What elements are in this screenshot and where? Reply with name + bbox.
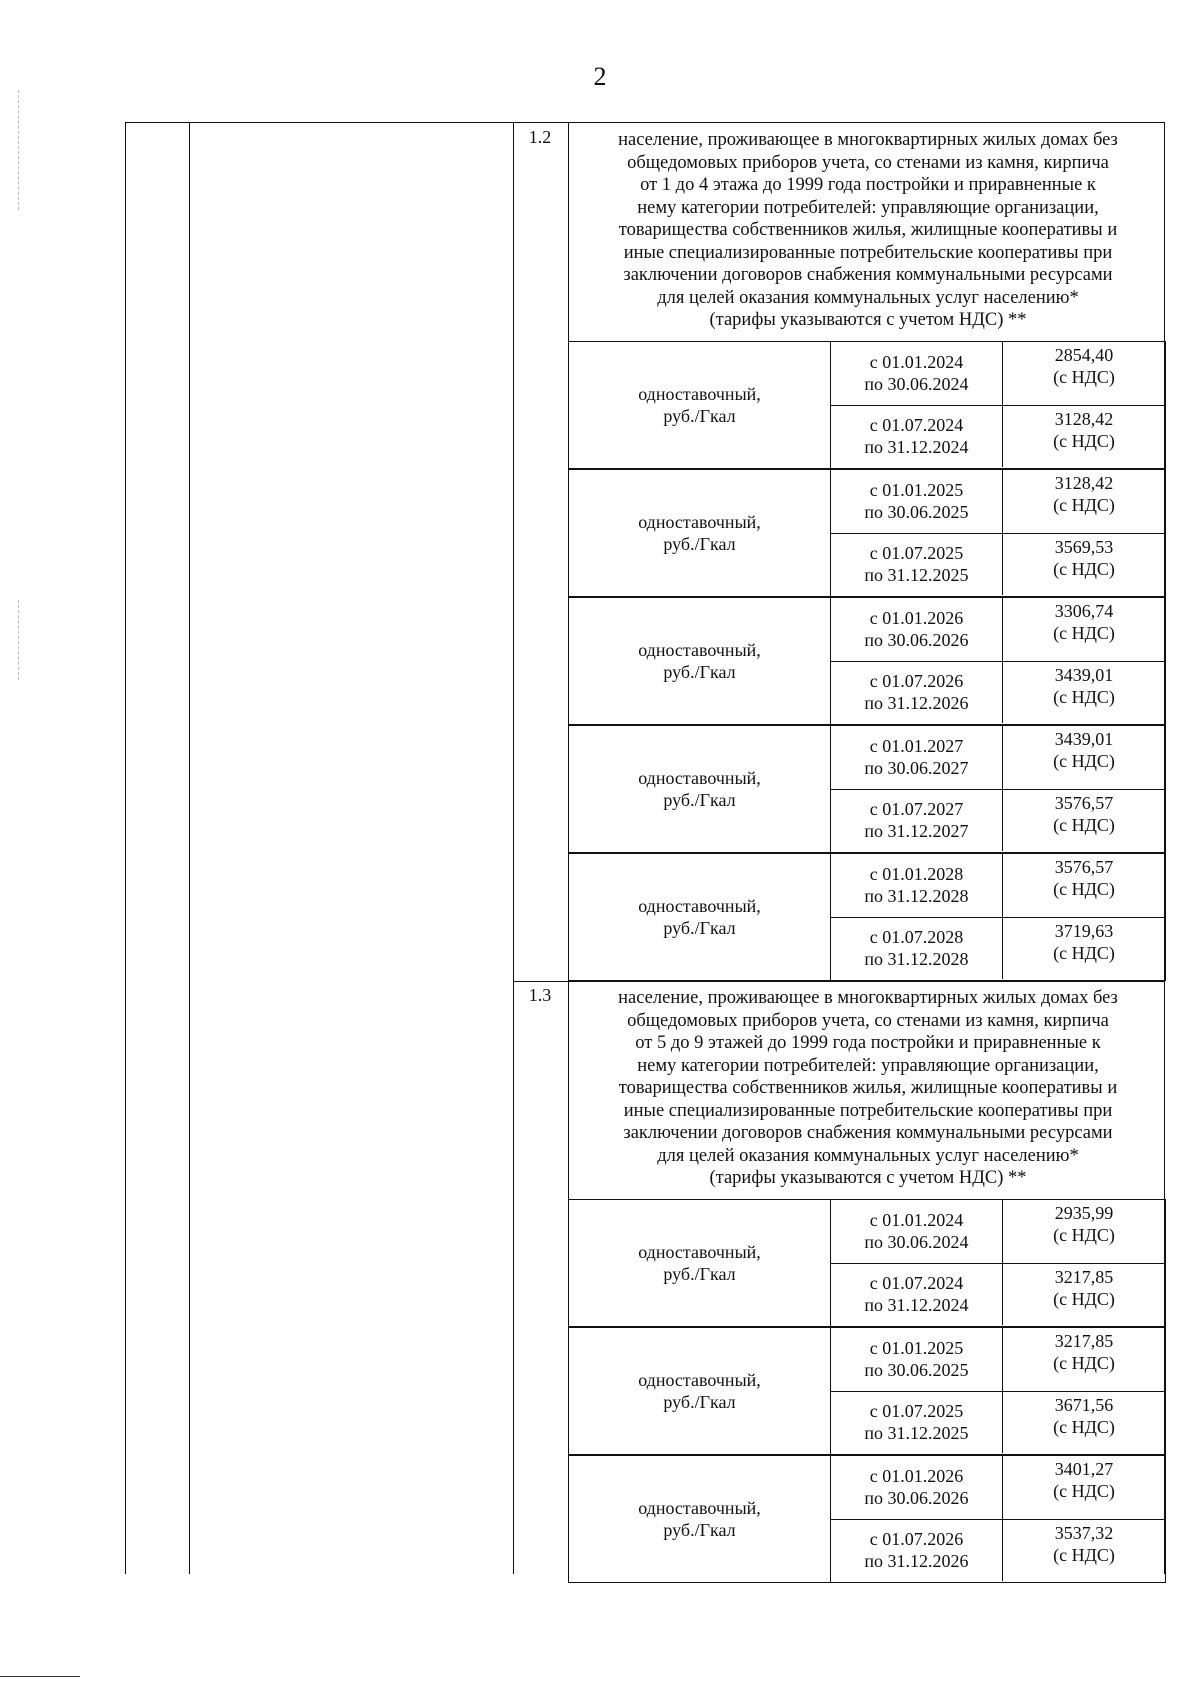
description-line: население, проживающее в многоквартирных жилых домах без xyxy=(618,988,1118,1008)
section-divider xyxy=(513,981,1164,982)
description-line: товарищества собственников жилья, жилищные кооперативы и xyxy=(618,1078,1118,1098)
tariff-period: с 01.07.2024 по 31.12.2024 xyxy=(831,1263,1003,1326)
description-line: общедомовых приборов учета, со стенами из камня, кирпича xyxy=(627,152,1109,173)
description-line: товарищества собственников жилья, жилищные кооперативы и xyxy=(618,220,1118,240)
tariff-group xyxy=(568,1327,1166,1455)
tariff-price: 3671,56 (с НДС) xyxy=(1003,1391,1165,1454)
description-line: для целей оказания коммунальных услуг населению* xyxy=(657,1145,1079,1166)
footer-rule xyxy=(0,1676,80,1677)
tariff-price: 2854,40 (с НДС) xyxy=(1053,345,1115,387)
description-line: нему категории потребителей: управляющие организации, xyxy=(637,197,1099,218)
tariff-period: с 01.07.2027 по 31.12.2027 xyxy=(831,789,1003,852)
scan-margin-mark xyxy=(18,90,20,210)
section-description xyxy=(572,987,1164,1190)
tariff-period: с 01.01.2024 по 30.06.2024 xyxy=(831,342,1003,405)
tariff-price: 3128,42 (с НДС) xyxy=(1053,473,1115,515)
description-line: (тарифы указываются с учетом НДС) ** xyxy=(709,1168,1027,1188)
tariff-period: с 01.01.2025 по 30.06.2025 xyxy=(831,1328,1003,1391)
tariff-price: 3576,57 (с НДС) xyxy=(1053,857,1115,899)
tariff-period: с 01.07.2025 по 31.12.2025 xyxy=(831,533,1003,596)
description-line: для целей оказания коммунальных услуг населению* xyxy=(657,287,1079,308)
tariff-price: 3719,63 (с НДС) xyxy=(1003,917,1165,980)
tariff-group xyxy=(568,341,1166,469)
tariff-price: 3401,27 (с НДС) xyxy=(1053,1459,1115,1501)
description-line: иные специализированные потребительские кооперативы при xyxy=(623,1100,1113,1121)
description-line: от 5 до 9 этажей до 1999 года постройки и приравненные к xyxy=(635,1033,1101,1053)
tariff-type-label: одноставочный, руб./Гкал xyxy=(569,1200,831,1326)
table-column-divider xyxy=(513,123,514,1574)
description-line: иные специализированные потребительские кооперативы при xyxy=(623,242,1113,263)
tariff-group xyxy=(568,853,1166,981)
tariff-group xyxy=(568,469,1166,597)
tariff-period: с 01.07.2026 по 31.12.2026 xyxy=(831,1519,1003,1582)
tariff-price: 3439,01 (с НДС) xyxy=(1053,729,1115,771)
description-line: от 1 до 4 этажа до 1999 года постройки и приравненные к xyxy=(640,175,1096,195)
description-line: население, проживающее в многоквартирных жилых домах без xyxy=(618,130,1118,150)
tariff-type-label: одноставочный, руб./Гкал xyxy=(569,854,831,980)
tariff-price: 3569,53 (с НДС) xyxy=(1003,533,1165,596)
section-description xyxy=(572,129,1164,332)
tariff-price: 3306,74 (с НДС) xyxy=(1053,601,1115,643)
description-line: заключении договоров снабжения коммунальными ресурсами xyxy=(623,265,1113,285)
tariff-price: 3439,01 (с НДС) xyxy=(1003,661,1165,724)
tariff-period: с 01.01.2025 по 30.06.2025 xyxy=(831,470,1003,533)
tariff-price: 2935,99 (с НДС) xyxy=(1053,1203,1115,1245)
scan-margin-mark xyxy=(18,600,20,680)
tariff-group xyxy=(568,725,1166,853)
tariff-period: с 01.01.2028 по 31.12.2028 xyxy=(831,854,1003,917)
section-number: 1.2 xyxy=(528,127,552,147)
tariff-period: с 01.07.2025 по 31.12.2025 xyxy=(831,1391,1003,1454)
description-line: (тарифы указываются с учетом НДС) ** xyxy=(709,310,1027,330)
tariff-type-label: одноставочный, руб./Гкал xyxy=(569,342,831,468)
tariff-period: с 01.01.2026 по 30.06.2026 xyxy=(831,598,1003,661)
tariff-type-label: одноставочный, руб./Гкал xyxy=(569,1456,831,1582)
tariff-group xyxy=(568,597,1166,725)
tariff-table xyxy=(125,122,1165,1574)
tariff-period: с 01.07.2024 по 31.12.2024 xyxy=(831,405,1003,468)
tariff-price: 3576,57 (с НДС) xyxy=(1003,789,1165,852)
tariff-period: с 01.07.2026 по 31.12.2026 xyxy=(831,661,1003,724)
tariff-price: 3217,85 (с НДС) xyxy=(1003,1263,1165,1326)
tariff-type-label: одноставочный, руб./Гкал xyxy=(569,1328,831,1454)
description-line: заключении договоров снабжения коммунальными ресурсами xyxy=(623,1123,1113,1143)
section-number: 1.3 xyxy=(528,985,552,1005)
description-line: общедомовых приборов учета, со стенами из камня, кирпича xyxy=(627,1010,1109,1031)
tariff-type-label: одноставочный, руб./Гкал xyxy=(569,598,831,724)
tariff-price: 3537,32 (с НДС) xyxy=(1003,1519,1165,1582)
tariff-group xyxy=(568,1199,1166,1327)
tariff-type-label: одноставочный, руб./Гкал xyxy=(569,470,831,596)
tariff-price: 3217,85 (с НДС) xyxy=(1053,1331,1115,1373)
table-column-divider xyxy=(189,123,190,1574)
tariff-period: с 01.01.2024 по 30.06.2024 xyxy=(831,1200,1003,1263)
page-number: 2 xyxy=(593,62,607,91)
description-line: нему категории потребителей: управляющие организации, xyxy=(637,1055,1099,1076)
tariff-type-label: одноставочный, руб./Гкал xyxy=(569,726,831,852)
tariff-price: 3128,42 (с НДС) xyxy=(1003,405,1165,468)
tariff-group xyxy=(568,1455,1166,1583)
tariff-period: с 01.01.2026 по 30.06.2026 xyxy=(831,1456,1003,1519)
tariff-period: с 01.01.2027 по 30.06.2027 xyxy=(831,726,1003,789)
tariff-period: с 01.07.2028 по 31.12.2028 xyxy=(831,917,1003,980)
